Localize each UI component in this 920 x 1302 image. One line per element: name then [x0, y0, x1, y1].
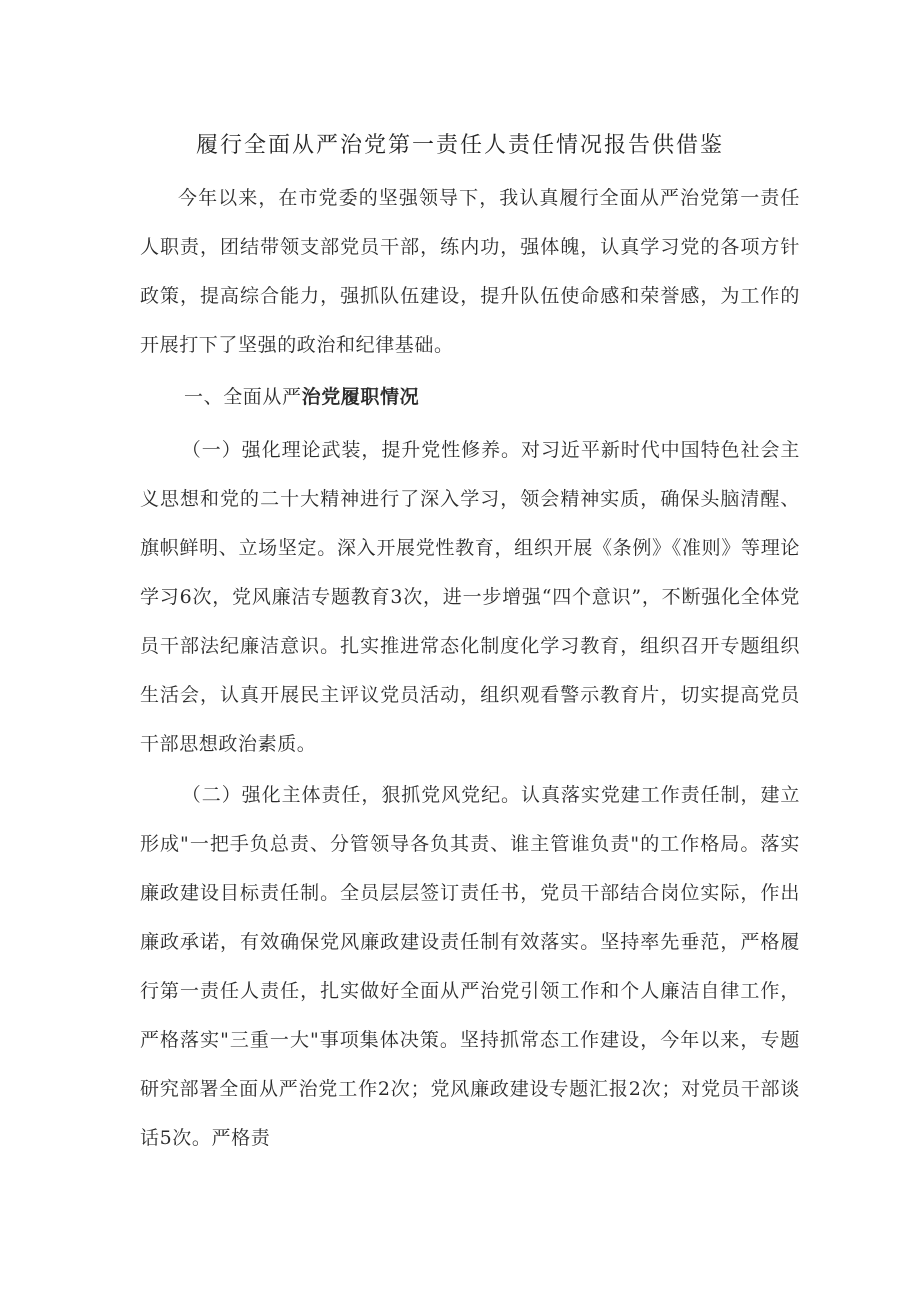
section-heading-prefix: 一、全面从严 — [184, 386, 302, 408]
section-heading-bold: 治党履职情况 — [301, 386, 420, 408]
paragraph-responsibility: （二）强化主体责任，狠抓党风党纪。认真落实党建工作责任制，建立形成"一把手负总责、分管领导各负其责、谁主管谁负责"的工作格局。落实廉政建设目标责任制。全员层层签订责任书，党员干部结合岗位实际，作出廉政承诺，有效确保党风廉政建设责任制有效落实。坚持率先垂范，严格履行第一责任人责任，扎实做好全面从严治党引领工作和个人廉洁自律工作，严格落实"三重一大"事项集体决策。坚持抓常态工作建设，今年以来，专题研究部署全面从严治党工作2次；党风廉政建设专题汇报2次；对党员干部谈话5次。严格责 — [140, 784, 800, 1149]
section-heading — [184, 373, 419, 422]
document-title: 履行全面从严治党第一责任人责任情况报告供借鉴 — [195, 133, 724, 158]
intro-paragraph: 今年以来，在市党委的坚强领导下，我认真履行全面从严治党第一责任人职责，团结带领支部党员干部，练内功，强体魄，认真学习党的各项方针政策，提高综合能力，强抓队伍建设，提升队伍使命感和荣誉感，为工作的开展打下了坚强的政治和纪律基础。 — [140, 187, 800, 356]
paragraph-theory: （一）强化理论武装，提升党性修养。对习近平新时代中国特色社会主义思想和党的二十大精神进行了深入学习，领会精神实质，确保头脑清醒、旗帜鲜明、立场坚定。深入开展党性教育，组织开展《条例》《准则》等理论学习6次，党风廉洁专题教育3次，进一步增强“四个意识”，不断强化全体党员干部法纪廉洁意识。扎实推进常态化制度化学习教育，组织召开专题组织生活会，认真开展民主评议党员活动，组织观看警示教育片，切实提高党员干部思想政治素质。 — [140, 439, 800, 755]
